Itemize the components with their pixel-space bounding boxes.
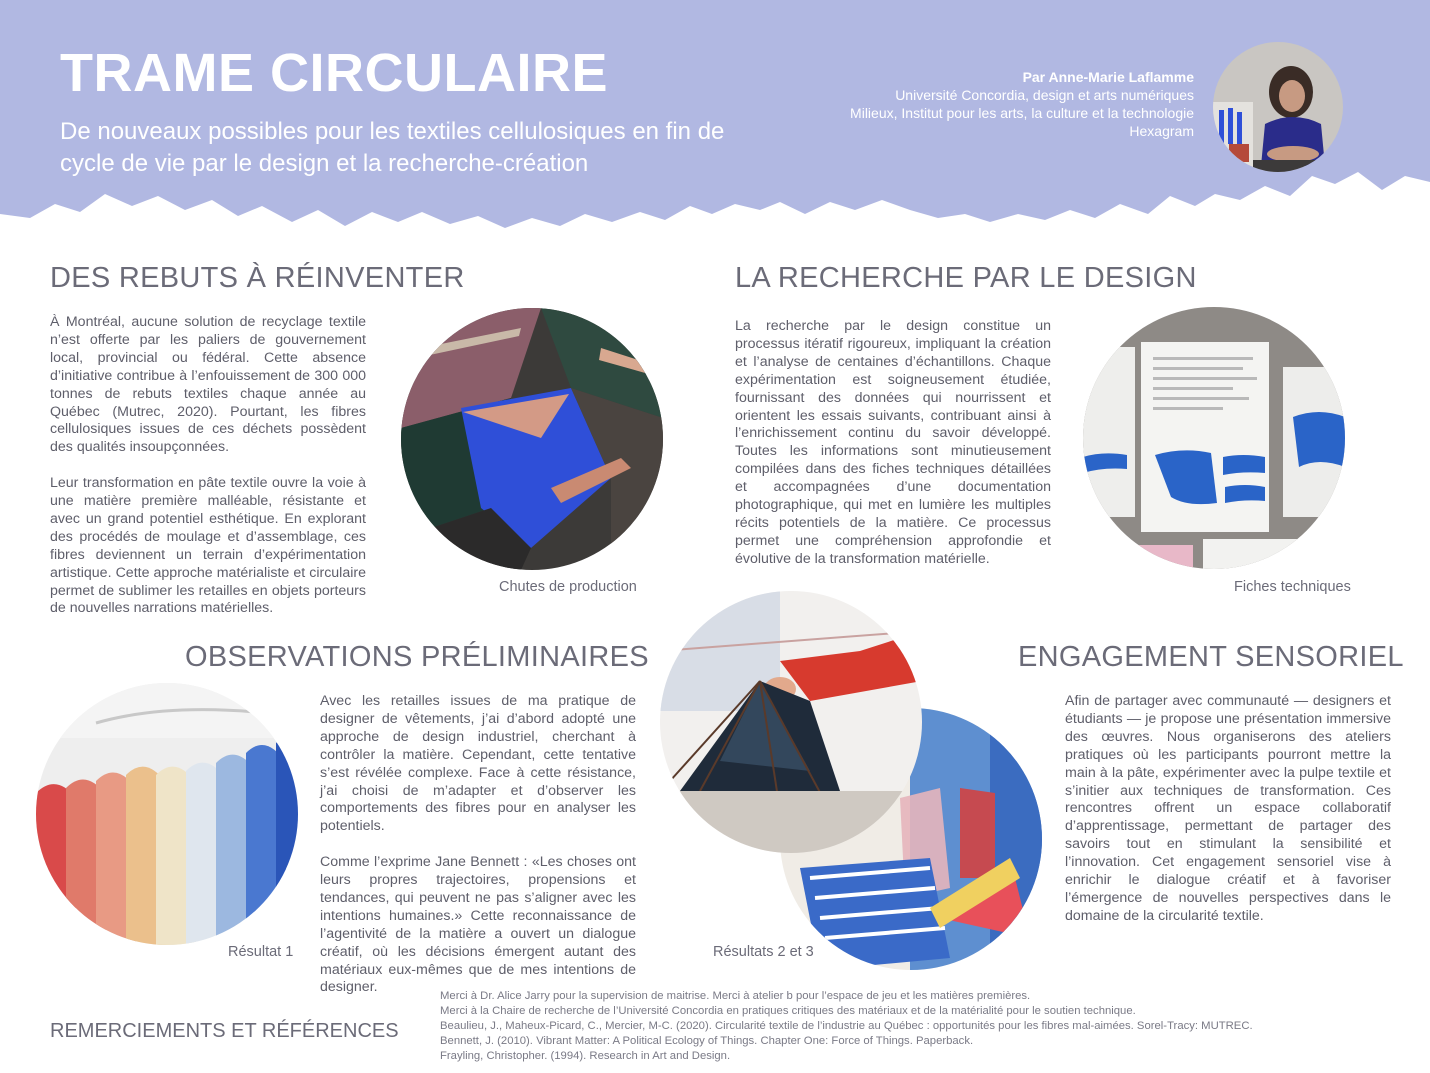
paragraph: Avec les retailles issues de ma pratique de designer de vêtements, j’ai d’abord adopté une approche de design industriel, cherchant à contrôler la matière. Cependant, cette tentative s’est révélée complexe. Face à cette résistance, j’ai choisi de m’adapter et d’observer les comportements des fibres pour en analyser les potentiels. <box>320 693 636 835</box>
reference-line: Merci à la Chaire de recherche de l’Université Concordia en pratiques critiques des matériaux et de la matérialité pour le soutien technique. <box>440 1005 1136 1017</box>
affiliation-line: Hexagram <box>1129 123 1194 139</box>
affiliation-line: Université Concordia, design et arts numériques <box>895 87 1194 103</box>
caption-chutes: Chutes de production <box>499 579 637 595</box>
paragraph: Comme l’exprime Jane Bennett : «Les choses ont leurs propres trajectoires, propensions et tendances, qui peuvent ne pas s’aligner avec les intentions humaines.» Cette reconnaissance de l’agentivité de la matière a ouvert un dialogue créatif, où les décisions émergent autant des matériaux eux-mêmes que de mes intentions de designer. <box>320 854 636 996</box>
reference-line: Frayling, Christopher. (1994). Research in Art and Design. <box>440 1050 731 1062</box>
reference-line: Bennett, J. (2010). Vibrant Matter: A Political Ecology of Things. Chapter One: Force of Things. Paperback. <box>440 1035 974 1047</box>
references-list <box>440 989 1253 1064</box>
paragraph: La recherche par le design constitue un processus itératif rigoureux, impliquant la création et l’analyse de centaines d’échantillons. Chaque expérimentation est soigneusement étudiée, fournissant des données qui nourrissent et orientent les essais suivants, contribuant ainsi à l’enrichissement continu du savoir développé. Toutes les informations sont minutieusement compilées dans des fiches techniques détaillées et accompagnées d’une documentation photographique, qui met en lumière les multiples récits potentiels de la matière. Ce processus permet une compréhension approfondie et évolutive de la transformation matérielle. <box>735 318 1051 567</box>
section-title-engagement: ENGAGEMENT SENSORIEL <box>1018 641 1404 673</box>
author-block <box>850 68 1194 140</box>
reference-line: Beaulieu, J., Maheux-Picard, C., Mercier, M-C. (2020). Circularité textile de l’industrie au Québec : opportunités pour les fibres mal-aimées. Sorel-Tracy: MUTREC. <box>440 1020 1253 1032</box>
page-subtitle: De nouveaux possibles pour les textiles cellulosiques en fin de cycle de vie par le design et la recherche-création <box>60 118 725 177</box>
author-portrait <box>1213 42 1343 172</box>
caption-resultats-2-3: Résultats 2 et 3 <box>713 944 814 960</box>
caption-resultat-1: Résultat 1 <box>228 944 294 960</box>
references-title: REMERCIEMENTS ET RÉFÉRENCES <box>50 1020 399 1042</box>
page-title: TRAME CIRCULAIRE <box>60 43 608 103</box>
photo-resultat-1 <box>36 683 298 945</box>
section-title-observations: OBSERVATIONS PRÉLIMINAIRES <box>185 641 649 673</box>
paragraph: Afin de partager avec communauté — designers et étudiants — je propose une présentation immersive des œuvres. Nous organiserons des ateliers pratiques où les participants pourront mettre la main à la pâte, expérimenter avec la pulpe textile et s’initier aux techniques de transformation. Ces rencontres offrent un espace collaboratif d’apprentissage, permettant de partager des savoirs tout en stimulant la sensibilité et l’innovation. Cet engagement sensoriel vise à enrichir le dialogue créatif et à favoriser l’émergence de nouvelles perspectives dans le domaine de la circularité textile. <box>1065 693 1391 924</box>
section-title-rebuts: DES REBUTS À RÉINVENTER <box>50 262 465 294</box>
photo-chutes-de-production <box>401 308 663 570</box>
photo-fiches-techniques <box>1083 307 1345 569</box>
section-body-engagement <box>1065 693 1391 944</box>
section-body-rebuts <box>50 314 366 636</box>
section-body-observations <box>320 693 636 1015</box>
photo-resultat-2 <box>660 591 922 853</box>
paragraph: À Montréal, aucune solution de recyclage textile n’est offerte par les paliers de gouvernement local, provincial ou fédéral. Cette absence d’initiative contribue à l’enfouissement de 300 000 tonnes de rebuts textiles chaque année au Québec (Mutrec, 2020). Pourtant, les fibres cellulosiques issues de ces déchets possèdent des qualités insoupçonnées. <box>50 314 366 456</box>
caption-fiches: Fiches techniques <box>1234 579 1351 595</box>
affiliation-line: Milieux, Institut pour les arts, la culture et la technologie <box>850 105 1194 121</box>
section-body-recherche <box>735 318 1051 587</box>
author-name: Par Anne-Marie Laflamme <box>1022 69 1194 85</box>
section-title-recherche: LA RECHERCHE PAR LE DESIGN <box>735 262 1197 294</box>
paragraph: Leur transformation en pâte textile ouvre la voie à une matière première malléable, résistante et avec un grand potentiel esthétique. En explorant des procédés de moulage et d’assemblage, ces fibres deviennent un terrain d’expérimentation artistique. Cette approche matérialiste et circulaire permet de sublimer les retailles en objets porteurs de nouvelles narrations matérielles. <box>50 475 366 617</box>
reference-line: Merci à Dr. Alice Jarry pour la supervision de maitrise. Merci à atelier b pour l’espace de jeu et les matières premières. <box>440 990 1031 1002</box>
